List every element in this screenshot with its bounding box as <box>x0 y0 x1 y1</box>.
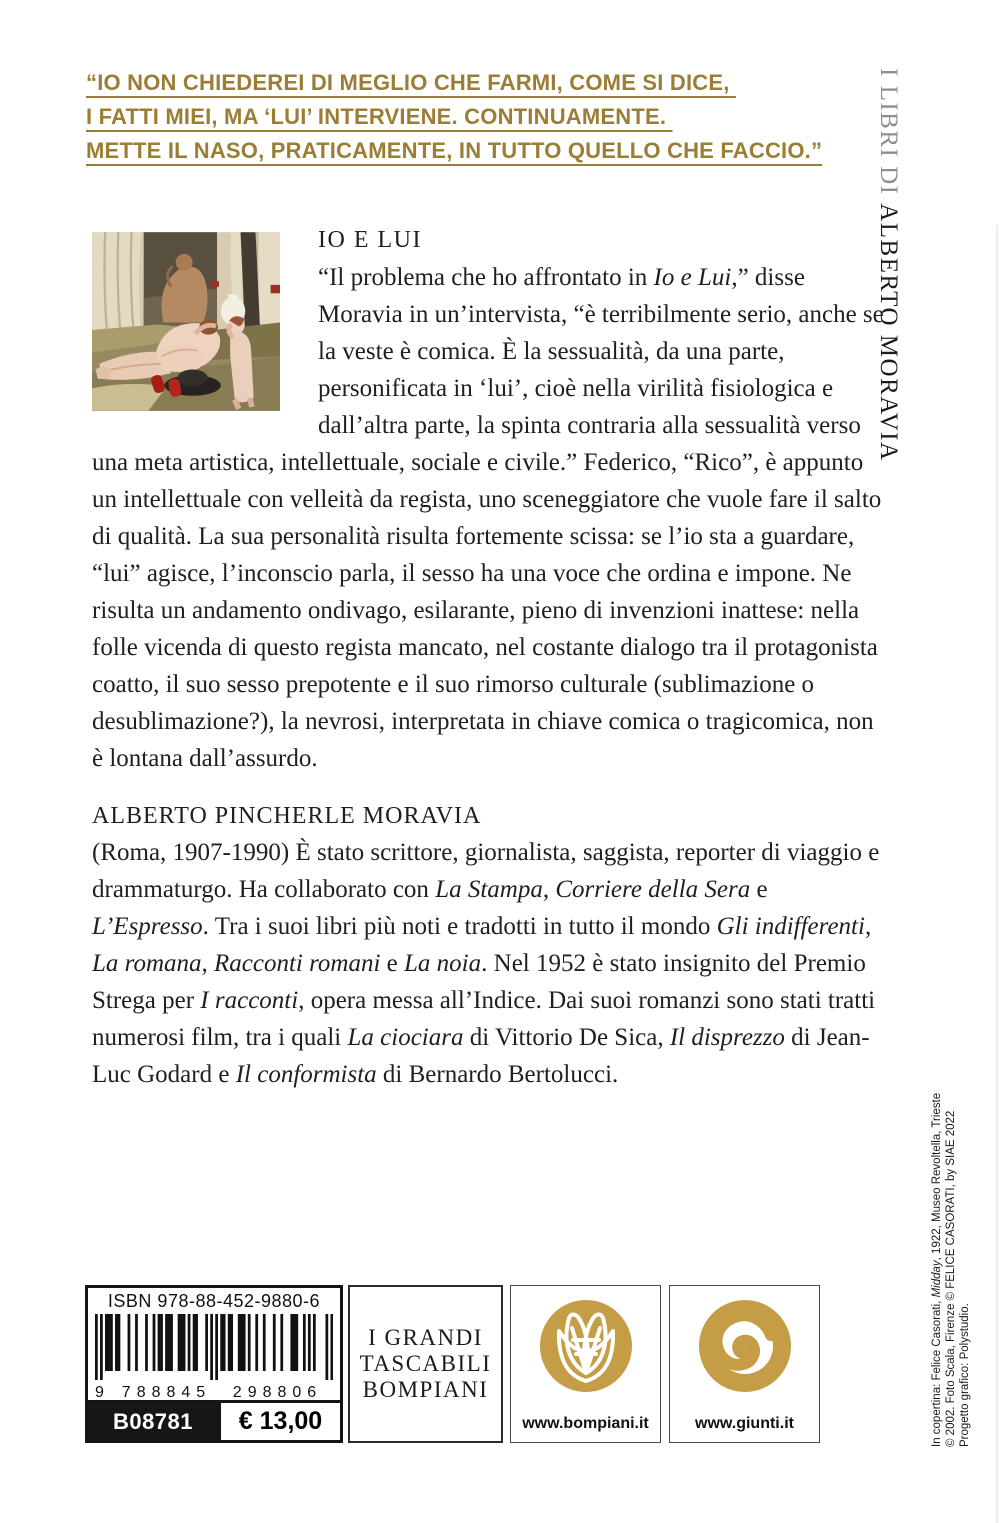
spine-series-prefix: I LIBRI DI <box>875 68 902 204</box>
quote-line-2: I FATTI MIEI, MA ‘LUI’ INTERVIENE. CONTINUAMENTE. <box>86 104 673 129</box>
main-content <box>92 222 884 1093</box>
barcode-digit-group-1: 788845 <box>121 1384 212 1401</box>
credit-line-2: © 2002. Foto Scala, Firenze © FELICE CASORATI, by SIAE 2022 <box>945 1110 957 1447</box>
giunti-logo-box <box>669 1285 820 1443</box>
cover-quote <box>86 66 886 168</box>
bompiani-url: www.bompiani.it <box>522 1415 649 1432</box>
image-credits <box>930 1087 972 1447</box>
bompiani-logo-box <box>510 1285 661 1443</box>
bompiani-flower-icon <box>536 1296 636 1396</box>
barcode-digit-group-2: 298806 <box>232 1384 323 1401</box>
book-description: “Il problema che ho affrontato in Io e Lui,” disse Moravia in un’intervista, “è terribilmente serio, anche se la veste è comica. È la sessualità, da una parte, personificata in ‘lui’, cioè nella virilità fisiologica e dall’altra parte, la spinta contraria alla sessualità verso una meta artistica, intellettuale, sociale e civile.” Federico, “Rico”, è appunto un intellettuale con velleità da regista, uno sceneggiatore che vuole fare il salto di qualità. La sua personalità risulta fortemente scissa: se l’io sta a guardare, “lui” agisce, l’inconscio parla, il sesso ha una voce che ordina e impone. Ne risulta un andamento ondivago, esilarante, pieno di invenzioni inattese: nella folle vicenda di questo regista mancato, nel costante dialogo tra il protagonista coatto, il suo sesso prepotente e il suo rimorso culturale (sublimazione o desublimazione?), la nevrosi, interpretata in chiave comica o tragicomica, non è lontana dall’assurdo. <box>92 264 884 772</box>
midday-painting-illustration <box>92 228 280 415</box>
credit-line-3: Progetto grafico: Polystudio. <box>959 1303 971 1447</box>
author-bio: (Roma, 1907-1990) È stato scrittore, giornalista, saggista, reporter di viaggio e drammaturgo. Ha collaborato con La Stampa, Corriere della Sera e L’Espresso. Tra i suoi libri più noti e tradotti in tutto il mondo Gli indifferenti, La romana, Racconti romani e La noia. Nel 1952 è stato insignito del Premio Strega per I racconti, opera messa all’Indice. Dai suoi romanzi sono stati tratti numerosi film, tra i quali La ciociara di Vittorio De Sica, Il disprezzo di Jean-Luc Godard e Il conformista di Bernardo Bertolucci. <box>92 839 880 1088</box>
quote-line-1: “IO NON CHIEDEREI DI MEGLIO CHE FARMI, COME SI DICE, <box>86 70 736 95</box>
book-title: IO E LUI <box>318 227 422 253</box>
giunti-g-icon <box>695 1296 795 1396</box>
series-line-3: BOMPIANI <box>362 1377 489 1402</box>
series-line-1: I GRANDI <box>368 1325 483 1350</box>
series-line-2: TASCABILI <box>359 1351 492 1376</box>
barcode-digit-lead: 9 <box>95 1384 104 1401</box>
isbn-label: ISBN 978-88-452-9880-6 <box>107 1291 321 1311</box>
series-box <box>348 1285 503 1443</box>
edition-code-badge: B08781 <box>88 1403 218 1440</box>
ean13-barcode <box>95 1314 333 1385</box>
author-bio-title: ALBERTO PINCHERLE MORAVIA <box>92 803 482 829</box>
spine-author-name: ALBERTO MORAVIA <box>875 203 902 462</box>
cover-painting-thumbnail <box>92 228 280 415</box>
price-row <box>88 1400 340 1440</box>
barcode-bars <box>95 1314 333 1380</box>
barcode-box <box>85 1285 343 1443</box>
giunti-url: www.giunti.it <box>695 1415 794 1432</box>
credit-line-1: In copertina: Felice Casorati, Midday, 1922, Museo Revoltella, Trieste <box>931 1092 943 1447</box>
price-label: € 13,00 <box>218 1403 340 1440</box>
page-edge-line <box>996 225 998 1523</box>
quote-line-3: METTE IL NASO, PRATICAMENTE, IN TUTTO QUELLO CHE FACCIO.” <box>86 138 823 163</box>
